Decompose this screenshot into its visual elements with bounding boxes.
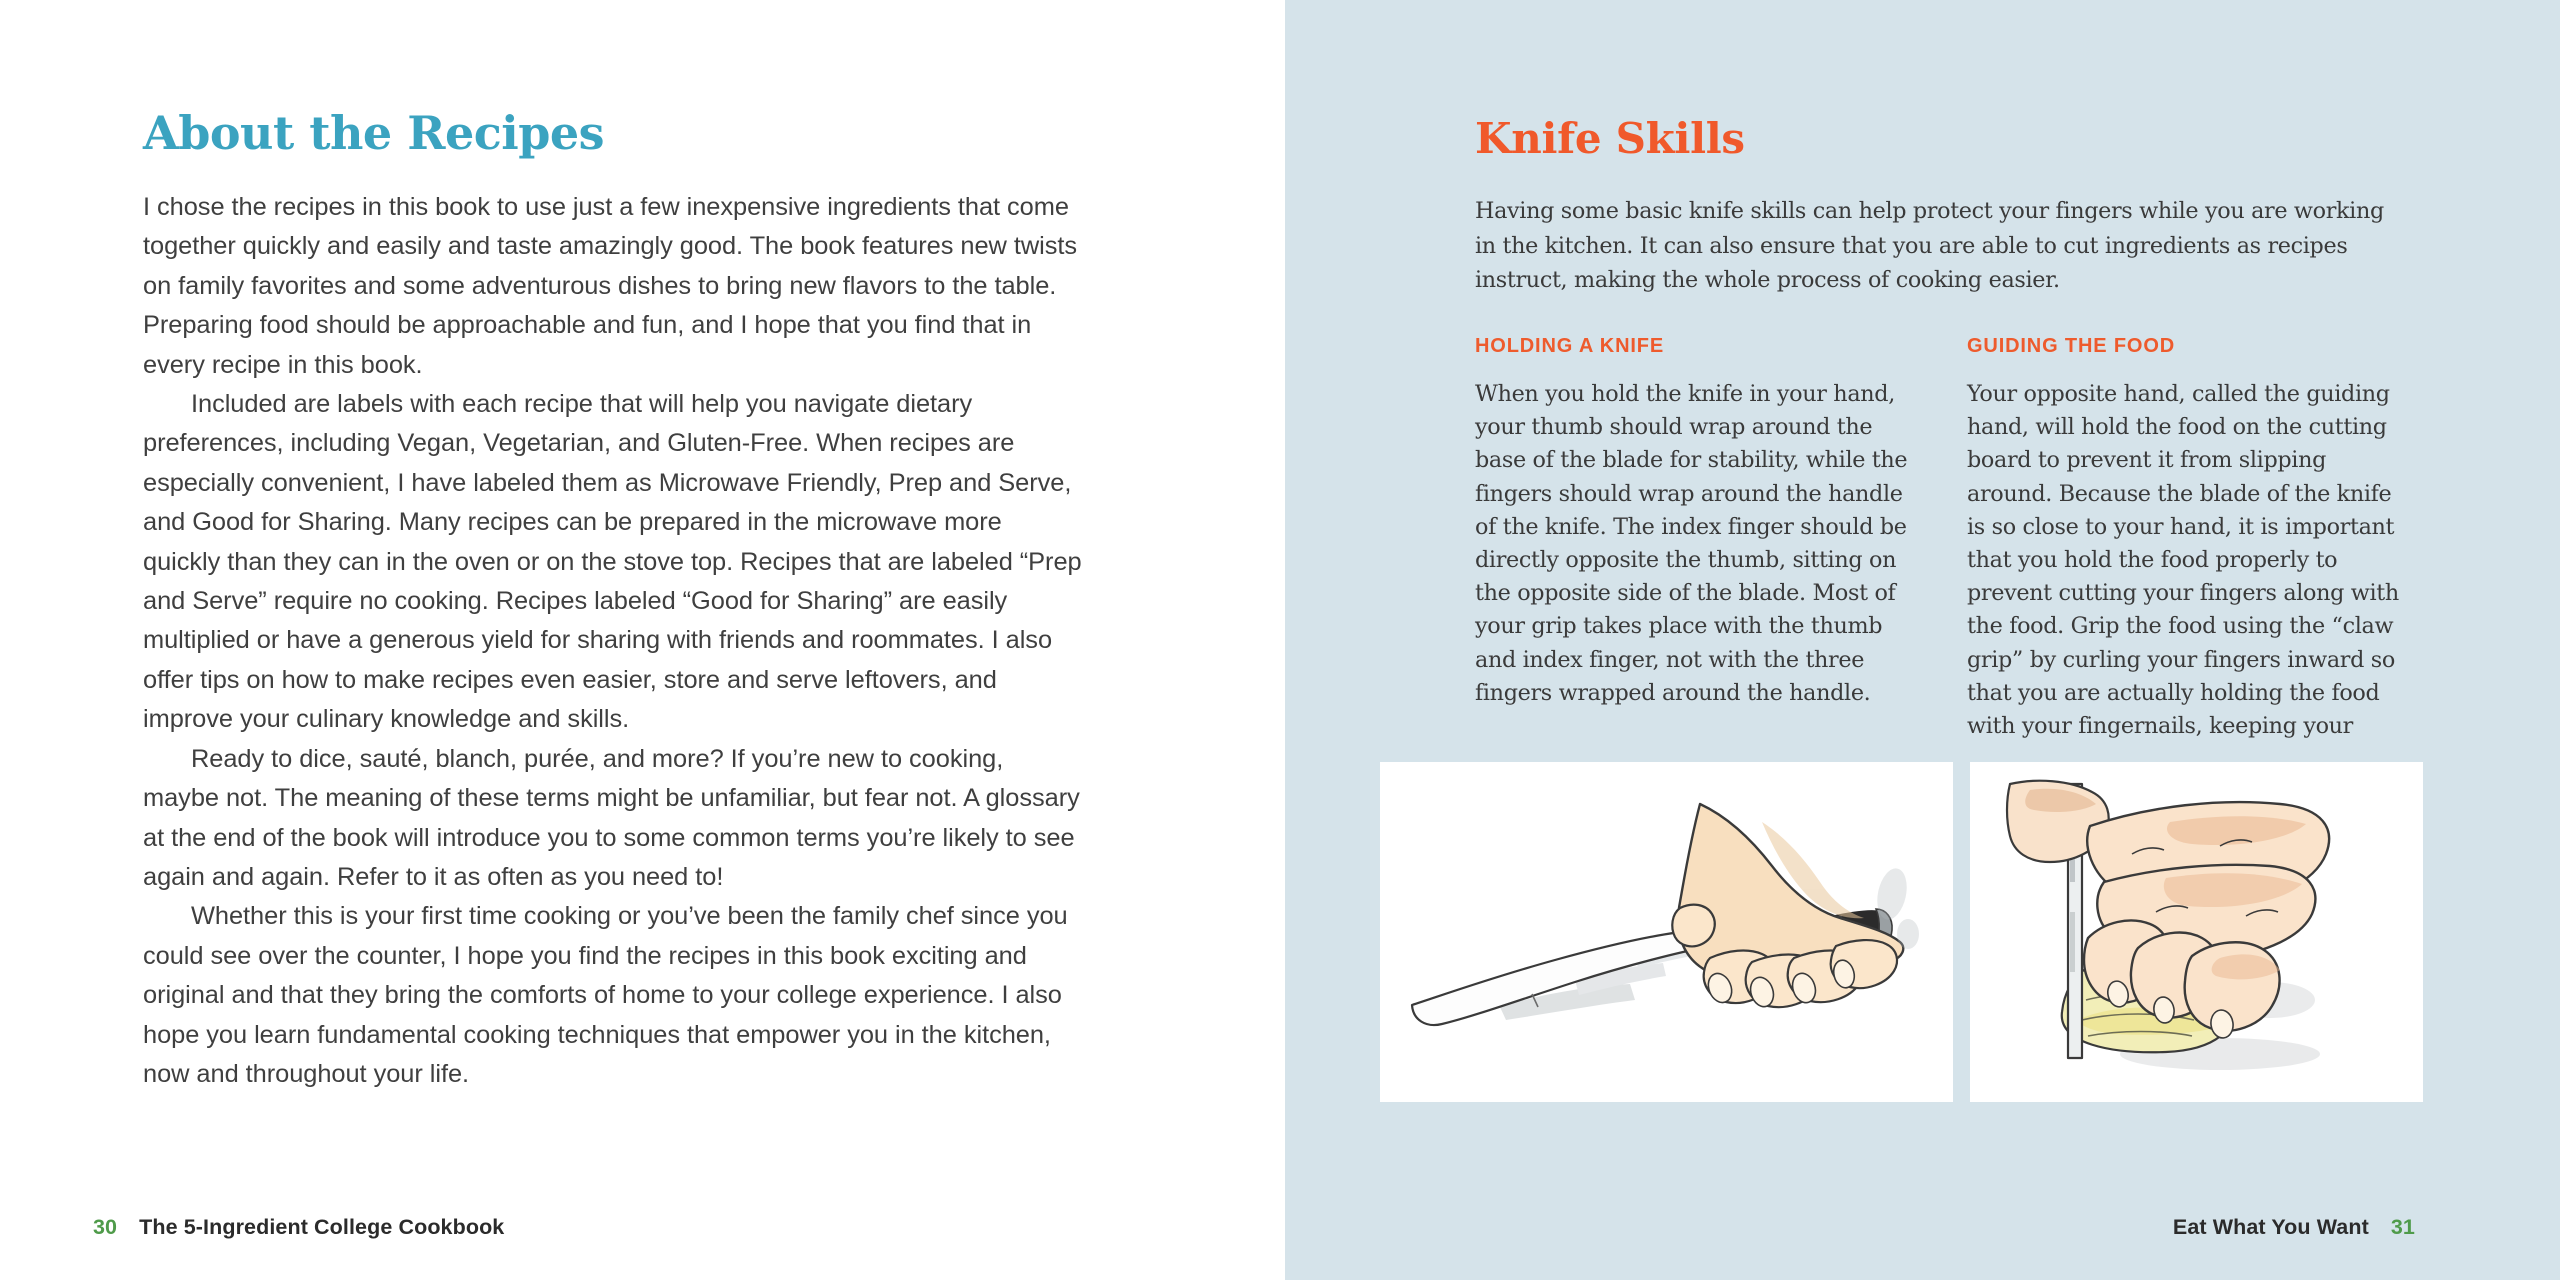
about-the-recipes-body xyxy=(143,188,1083,1094)
running-head-chapter-title: Eat What You Want xyxy=(2172,1215,2369,1239)
paragraph: I chose the recipes in this book to use just a few inexpensive ingredients that come together quickly and easily and taste amazingly good. The book features new twists on family favorites and some adventurous dishes to bring new flavors to the table. Preparing food should be approachable and fun, and I hope that you find that in every recipe in this book. xyxy=(143,193,1078,379)
subheading-holding-a-knife: HOLDING A KNIFE xyxy=(1475,335,1665,357)
right-page-content xyxy=(1475,0,2415,1280)
claw-grip-cutting-illustration xyxy=(1970,762,2423,1102)
hand-holding-knife-illustration xyxy=(1380,762,1953,1102)
illustration-row xyxy=(1380,762,2425,1102)
subheading-row xyxy=(1475,336,2415,356)
left-page-footer xyxy=(93,1215,504,1240)
paragraph: Whether this is your first time cooking or you’ve been the family chef since you could see over the counter, I hope you find the recipes in this book exciting and original and that they bring the comforts of home to your college experience. I also hope you learn fundamental cooking techniques that empower you in the kitchen, now and throughout your life. xyxy=(143,902,1068,1088)
paragraph: Your opposite hand, called the guiding hand, will hold the food on the cutting board to prevent it from slipping around. Because the blade of the knife is so close to your hand, it is important that you hold the food properly to prevent cutting your fingers along with the food. Grip the food using the “claw grip” by curling your fingers inward so that you are actually holding the food with your fingernails, keeping your xyxy=(1967,381,2399,740)
page-title-knife-skills: Knife Skills xyxy=(1475,114,1745,163)
claw-grip-drawing xyxy=(1970,762,2423,1102)
hand-holding-knife-drawing xyxy=(1380,762,1953,1102)
running-head-book-title: The 5-Ingredient College Cookbook xyxy=(139,1215,505,1239)
page-title-about-the-recipes: About the Recipes xyxy=(143,106,605,160)
paragraph: Included are labels with each recipe that will help you navigate dietary preferences, including Vegan, Vegetarian, and Gluten-Free. When recipes are especially convenient, I have labeled them as Microwave Friendly, Prep and Serve, and Good for Sharing. Many recipes can be prepared in the microwave more quickly than they can in the oven or on the stove top. Recipes that are labeled “Prep and Serve” require no cooking. Recipes labeled “Good for Sharing” are easily multiplied or have a generous yield for sharing with friends and roommates. I also offer tips on how to make recipes even easier, store and serve leftovers, and improve your culinary knowledge and skills. xyxy=(143,390,1082,734)
paragraph: When you hold the knife in your hand, your thumb should wrap around the base of the blade for stability, while the fingers should wrap around the handle of the knife. The index finger should be directly opposite the thumb, sitting on the opposite side of the blade. Most of your grip takes place with the thumb and index finger, not with the three fingers wrapped around the handle. xyxy=(1475,381,1908,706)
knife-skills-intro xyxy=(1475,194,2409,298)
right-page xyxy=(1285,0,2560,1280)
left-page-content xyxy=(143,0,1090,1280)
page-number: 30 xyxy=(93,1215,118,1239)
right-page-footer xyxy=(2173,1215,2415,1240)
paragraph: Ready to dice, sauté, blanch, purée, and more? If you’re new to cooking, maybe not. The meaning of these terms might be unfamiliar, but fear not. A glossary at the end of the book will introduce you to some common terms you’re likely to see again and again. Refer to it as often as you need to! xyxy=(143,744,1080,891)
page-number: 31 xyxy=(2390,1215,2415,1239)
subheading-guiding-the-food: GUIDING THE FOOD xyxy=(1967,335,2176,357)
column-guiding-the-food xyxy=(1967,378,2415,743)
column-holding-a-knife xyxy=(1475,378,1922,743)
two-column-text xyxy=(1475,378,2415,743)
paragraph: Having some basic knife skills can help protect your fingers while you are working in the kitchen. It can also ensure that you are able to cut ingredients as recipes instruct, making the whole process of cooking easier. xyxy=(1475,198,2384,293)
